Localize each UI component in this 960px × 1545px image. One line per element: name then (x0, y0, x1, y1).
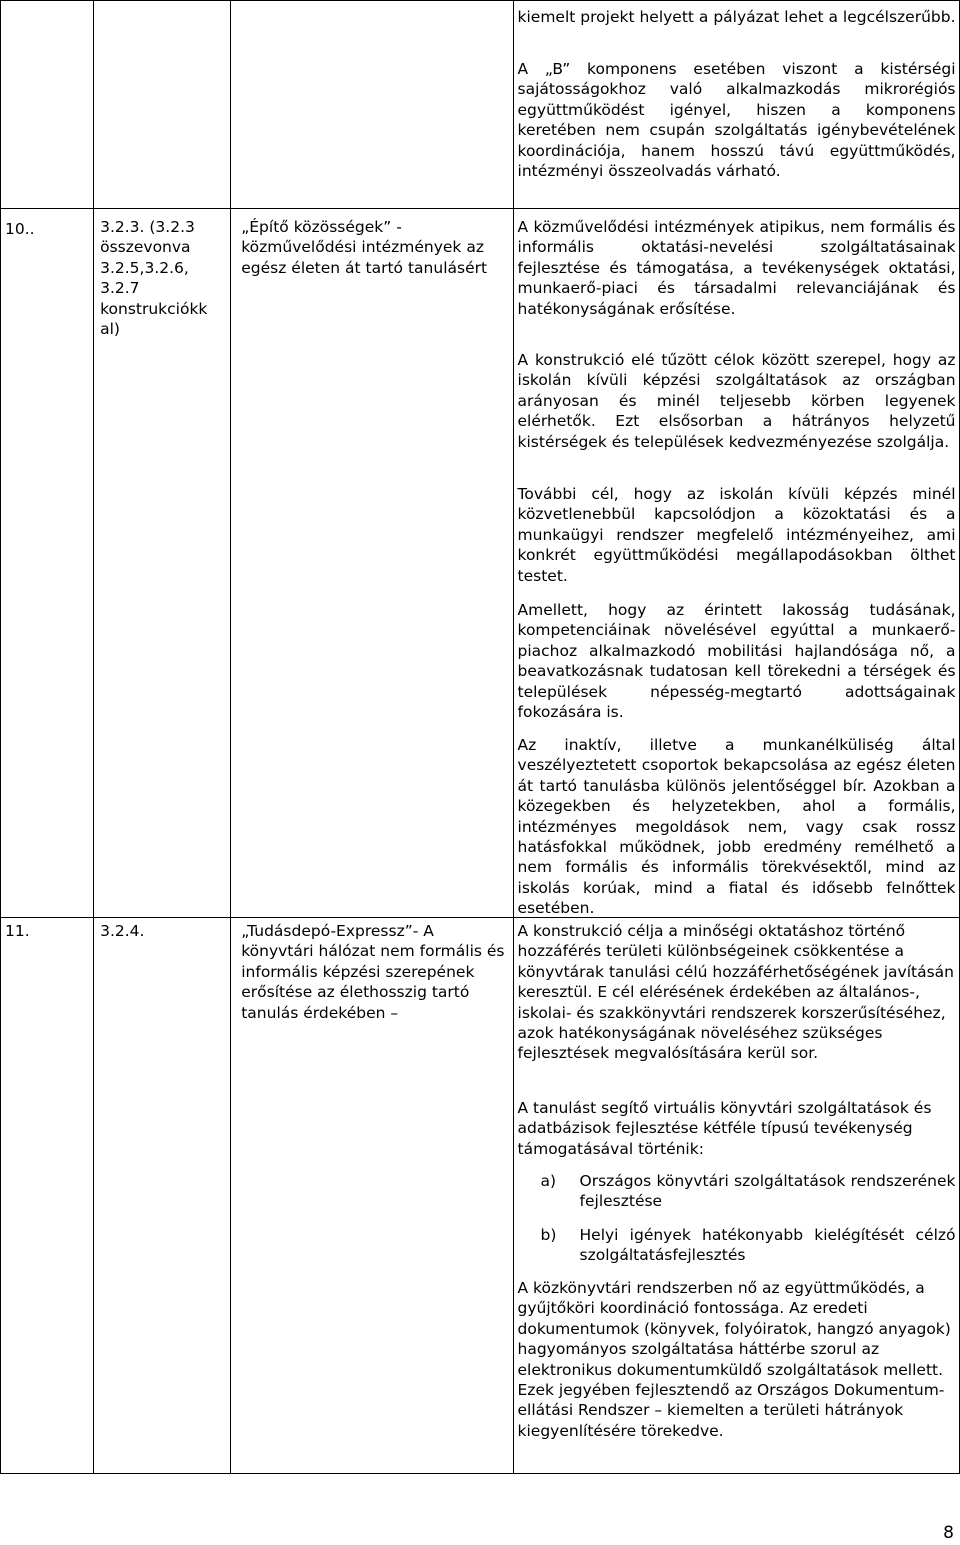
row-number: 11. (5, 922, 30, 940)
list-item-label: b) (540, 1226, 557, 1244)
body-paragraph: A konstrukció elé tűzött célok között szerepel, hogy az iskolán kívüli képzési szolgáltatások az országban arányosan és minél teljesebb körben legyenek elérhetők. Ezt elsősorban a hátrányos helyzetű kistérségek és települések kedvezményezése szolgálja. (517, 351, 956, 451)
body-paragraph: További cél, hogy az iskolán kívüli képzés minél közvetlenebbül kapcsolódjon a közoktatási és a munkaügyi rendszer megfelelő intézményeihez, ami konkrét együttműködési megállapodásokban ölthet testet. (517, 485, 956, 585)
row-title-cell (231, 209, 513, 918)
construction-code: 3.2.4. (100, 922, 145, 940)
body-paragraph: A „B” komponens esetében viszont a kistérségi sajátosságokhoz való alkalmazkodás mikrorégiós együttműködést igényel, hiszen a komponens keretében nem csupán szolgáltatás igénybevételének koordinációja, hanem hosszú távú együttműködés, intézményi összeolvadás várható. (517, 60, 956, 181)
row-title-cell (231, 1, 513, 209)
body-paragraph: A közkönyvtári rendszerben nő az együttműködés, a gyűjtőköri koordináció fontossága. Az eredeti dokumentumok (könyvek, folyóiratok, hangzó anyagok) hagyományos szolgáltatása háttérbe szorul az elektronikus dokumentumküldő szolgáltatások mellett. Ezek jegyében fejlesztendő az Országos Dokumentum-ellátási Rendszer – kiemelten a területi hátrányok kiegyenlítésére törekedve. (517, 1279, 951, 1440)
body-paragraph: Amellett, hogy az érintett lakosság tudásának, kompetenciáinak növelésével egyúttal a munkaerő-piachoz alkalmazkodó mobilitási hajlandósága nő, a beavatkozásnak tudatosan kell törekedni a térségek és települések népesség-megtartó adottságainak fokozására is. (517, 601, 956, 722)
row-number: 10.. (5, 220, 35, 238)
row-body-cell (513, 209, 959, 918)
row-body-cell (513, 918, 959, 1474)
row-code-cell (94, 209, 231, 918)
body-paragraph: A tanulást segítő virtuális könyvtári szolgáltatások és adatbázisok fejlesztése kétféle típusú tevékenység támogatásával történik: (517, 1099, 932, 1158)
body-paragraph: A közművelődési intézmények atipikus, nem formális és informális oktatási-nevelési szolgáltatásainak fejlesztése és támogatása, a tevékenységek oktatási, munkaerő-piaci és társadalmi relevanciájának és hatékonyságának erősítése. (517, 218, 956, 318)
table-row (1, 1, 960, 209)
row-number-cell (1, 918, 94, 1474)
table-row (1, 918, 960, 1474)
row-code-cell (94, 918, 231, 1474)
row-title-cell (231, 918, 513, 1474)
construction-code: 3.2.3. (3.2.3 összevonva 3.2.5,3.2.6, 3.2.7 konstrukciókk al) (100, 218, 208, 339)
list-item-text: Országos könyvtári szolgáltatások rendszerének fejlesztése (579, 1172, 956, 1211)
row-body-cell (513, 1, 959, 209)
page-number: 8 (943, 1523, 954, 1543)
list-item-text: Helyi igények hatékonyabb kielégítését célzó szolgáltatásfejlesztés (579, 1226, 956, 1265)
construction-title: „Tudásdepó-Expressz”- A könyvtári hálózat nem formális és informális képzési szerepének erősítése az élethosszig tartó tanulás érdekében – (241, 922, 505, 1022)
body-paragraph: Az inaktív, illetve a munkanélküliség által veszélyeztetett csoportok bekapcsolása az egész életen át tartó tanulásba különös jelentőséggel bír. Azokban a közegekben és helyzetekben, ahol a formális, intézményes megoldások nem, vagy csak rossz hatásfokkal működnek, jobb eredmény remélhető a nem formális és informális törekvésektől, mind az iskolás korúak, mind a fiatal és idősebb felnőttek esetében. (517, 736, 956, 918)
body-paragraph: kiemelt projekt helyett a pályázat lehet a legcélszerűbb. (517, 8, 956, 26)
list-item-label: a) (540, 1172, 557, 1190)
row-number-cell (1, 1, 94, 209)
body-paragraph: A konstrukció célja a minőségi oktatáshoz történő hozzáférés területi különbségeinek csökkentése a könyvtárak tanulási célú hozzáférhetőségének javításán keresztül. E cél elérésének érdekében az általános-, iskolai- és szakkönyvtári rendszerek korszerűsítéséhez, azok hatékonyságának növeléséhez szükséges fejlesztések megvalósítására kerül sor. (517, 922, 954, 1063)
construction-title: „Építő közösségek” - közművelődési intézmények az egész életen át tartó tanulásért (241, 218, 488, 277)
row-number-cell (1, 209, 94, 918)
table-row (1, 209, 960, 918)
row-code-cell (94, 1, 231, 209)
